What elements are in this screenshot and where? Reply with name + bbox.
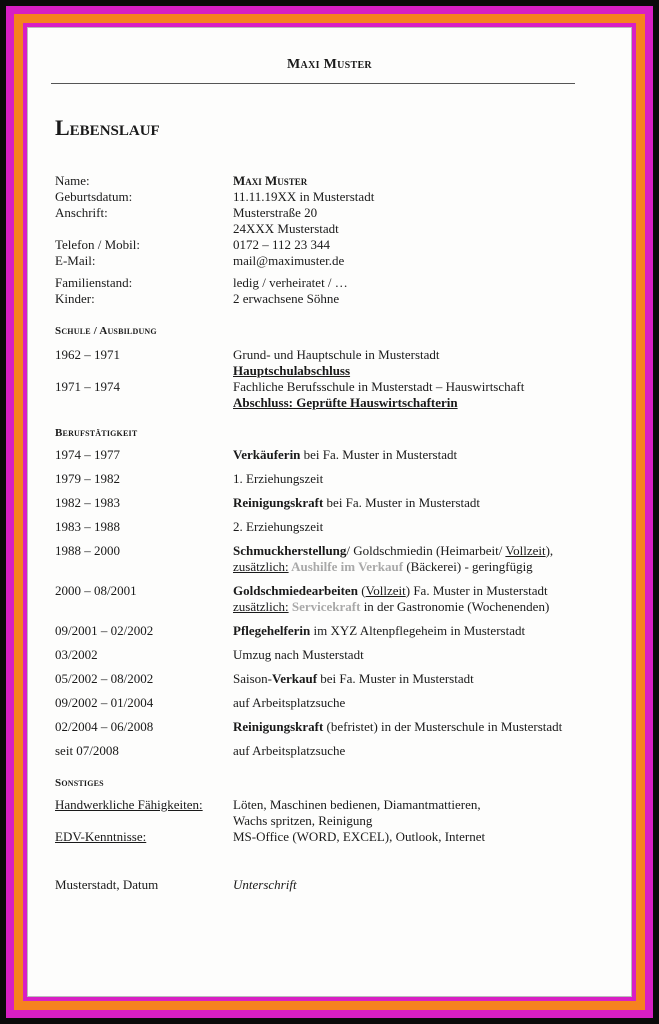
value-familienstand: ledig / verheiratet / …: [233, 275, 348, 290]
beruf-prefix: Saison-: [233, 671, 272, 686]
beruf-entry-line2: [233, 599, 549, 615]
label-edv: EDV-Kenntnisse:: [55, 829, 147, 844]
beruf-date: 02/2004 – 06/2008: [55, 719, 154, 734]
beruf-vollzeit: Vollzeit: [505, 543, 546, 558]
footer-signature: Unterschrift: [233, 877, 297, 892]
label-geburtsdatum: Geburtsdatum:: [55, 189, 133, 204]
beruf-entry: 2. Erziehungszeit: [233, 519, 324, 534]
schule-date: 1962 – 1971: [55, 347, 120, 362]
label-name: Name:: [55, 173, 90, 188]
beruf-date: 09/2001 – 02/2002: [55, 623, 154, 638]
beruf-detail: (befristet) in der Musterschule in Musterstadt: [323, 719, 563, 734]
section-heading-schule: Schule / Ausbildung: [55, 325, 157, 337]
beruf-role: Reinigungskraft: [233, 719, 324, 734]
schule-abschluss: Hauptschulabschluss: [233, 363, 351, 378]
label-kinder: Kinder:: [55, 291, 95, 306]
value-name: Maxi Muster: [233, 173, 308, 188]
section-heading-sonstiges: Sonstiges: [55, 777, 104, 789]
beruf-detail: bei Fa. Muster in Musterstadt: [317, 671, 474, 686]
label-email: E-Mail:: [55, 253, 96, 268]
value-email: mail@maximuster.de: [233, 253, 345, 268]
beruf-entry: [233, 543, 553, 559]
beruf-role: Goldschmiedearbeiten: [233, 583, 358, 598]
value-handwerk-line2: Wachs spritzen, Reinigung: [233, 813, 373, 828]
beruf-detail: bei Fa. Muster in Musterstadt: [323, 495, 481, 510]
beruf-role: Schmuckherstellung: [233, 543, 347, 558]
header-name: Maxi Muster: [287, 57, 372, 72]
beruf-detail: (Bäckerei) - geringfügig: [403, 559, 533, 574]
label-telefon: Telefon / Mobil:: [55, 237, 141, 252]
beruf-role: Pflegehelferin: [233, 623, 311, 638]
value-edv: MS-Office (WORD, EXCEL), Outlook, Internet: [233, 829, 486, 844]
beruf-entry: [233, 623, 525, 639]
beruf-date: 09/2002 – 01/2004: [55, 695, 154, 710]
cv-page: [27, 27, 632, 997]
beruf-ghost-role: Servicekraft: [288, 599, 361, 614]
label-handwerk: Handwerkliche Fähigkeiten:: [55, 797, 203, 812]
label-familienstand: Familienstand:: [55, 275, 133, 290]
beruf-entry: auf Arbeitsplatzsuche: [233, 695, 346, 710]
footer-place-date: Musterstadt, Datum: [55, 877, 159, 892]
header-divider: [51, 83, 575, 84]
beruf-detail: (: [357, 583, 366, 598]
beruf-detail-tail: ),: [545, 543, 554, 558]
beruf-entry: [233, 447, 457, 463]
frame-orange: [14, 14, 645, 1010]
beruf-date: 2000 – 08/2001: [55, 583, 137, 598]
beruf-detail: bei Fa. Muster in Musterstadt: [300, 447, 458, 462]
beruf-detail-tail: ) Fa. Muster in Musterstadt: [405, 583, 548, 598]
value-strasse: Musterstraße 20: [233, 205, 318, 220]
schule-date: 1971 – 1974: [55, 379, 120, 394]
value-handwerk-line1: Löten, Maschinen bedienen, Diamantmattieren,: [233, 797, 481, 812]
beruf-entry: [233, 671, 474, 687]
beruf-entry: 1. Erziehungszeit: [233, 471, 324, 486]
beruf-ghost-role: Aushilfe im Verkauf: [288, 559, 404, 574]
outer-frame-magenta: [6, 6, 653, 1018]
beruf-entry: auf Arbeitsplatzsuche: [233, 743, 346, 758]
schule-line: Fachliche Berufsschule in Musterstadt – Hauswirtschaft: [233, 379, 525, 394]
beruf-date: 05/2002 – 08/2002: [55, 671, 154, 686]
label-anschrift: Anschrift:: [55, 205, 108, 220]
beruf-date: 1974 – 1977: [55, 447, 120, 462]
beruf-entry: [233, 495, 480, 511]
beruf-date: 1982 – 1983: [55, 495, 120, 510]
schule-line: Grund- und Hauptschule in Musterstadt: [233, 347, 440, 362]
value-telefon: 0172 – 112 23 344: [233, 237, 331, 252]
beruf-vollzeit: Vollzeit: [365, 583, 406, 598]
schule-abschluss: Abschluss: Geprüfte Hauswirtschafterin: [233, 395, 458, 410]
beruf-role: Verkäuferin: [233, 447, 301, 462]
beruf-detail: / Goldschmiedin (Heimarbeit/: [346, 543, 506, 558]
beruf-entry: [233, 719, 562, 735]
beruf-detail: in der Gastronomie (Wochenenden): [360, 599, 550, 614]
beruf-date: seit 07/2008: [55, 743, 119, 758]
value-ort: 24XXX Musterstadt: [233, 221, 339, 236]
page-title: Lebenslauf: [55, 115, 160, 140]
beruf-date: 1988 – 2000: [55, 543, 120, 558]
beruf-role: Verkauf: [272, 671, 318, 686]
beruf-entry: [233, 583, 548, 599]
inner-frame-magenta: [23, 23, 636, 1001]
beruf-entry: Umzug nach Musterstadt: [233, 647, 364, 662]
beruf-zusaetzlich: zusätzlich:: [233, 559, 289, 574]
beruf-date: 03/2002: [55, 647, 98, 662]
value-kinder: 2 erwachsene Söhne: [233, 291, 340, 306]
beruf-zusaetzlich: zusätzlich:: [233, 599, 289, 614]
beruf-entry-line2: [233, 559, 533, 575]
section-heading-beruf: Berufstätigkeit: [55, 427, 138, 439]
beruf-date: 1983 – 1988: [55, 519, 120, 534]
value-geburtsdatum: 11.11.19XX in Musterstadt: [233, 189, 375, 204]
beruf-date: 1979 – 1982: [55, 471, 120, 486]
beruf-role: Reinigungskraft: [233, 495, 324, 510]
beruf-detail: im XYZ Altenpflegeheim in Musterstadt: [310, 623, 526, 638]
